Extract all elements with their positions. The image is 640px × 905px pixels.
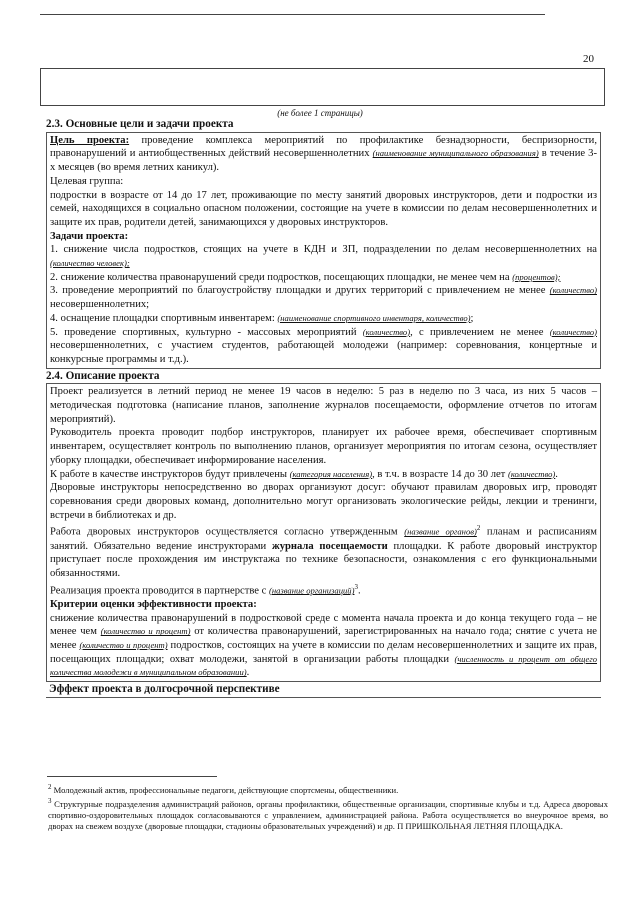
task-4 — [50, 312, 597, 326]
target-label: Целевая группа: — [50, 175, 124, 187]
p5-bold: журнала посещаемости — [272, 540, 388, 552]
task-3-text: 3. проведение мероприятий по благоустройству площадки и других территорий с привлечением не менее — [50, 285, 550, 297]
p3-mid: , в т.ч. в возрасте 14 до 30 лет — [372, 468, 508, 480]
goal-placeholder: (наименование муниципального образования) — [372, 148, 539, 159]
footnote-2 — [48, 782, 608, 796]
p6-placeholder: (название организаций) — [268, 585, 355, 596]
task-3-placeholder: (количество) — [549, 285, 597, 296]
goal-tail: в течение 3-х месяцев (во время летних каникул). — [50, 148, 597, 174]
p5-mid: планам и расписаниям занятий. Обязательно ведение инструкторами — [50, 526, 597, 552]
description-p6 — [50, 581, 597, 598]
criteria-label: Критерии оценки эффективности проекта: — [50, 598, 257, 610]
section-2-4-box — [46, 383, 601, 682]
task-1-text: 1. снижение числа подростков, стоящих на учете в КДН и ЗП, подразделении по делам несовершеннолетних на — [50, 244, 597, 256]
description-p4: Дворовые инструкторы непосредственно во дворах организуют досуг: обучают правилам дворовых игр, проводят соревнования среди дворовых команд, дополнительно могут организовать экологические рейды, лекции и тренинги, встречи в библиотеках и др. — [50, 482, 597, 521]
footnote-2-text: Молодежный актив, профессиональные педагоги, действующие спортсмены, общественники. — [51, 784, 399, 795]
page-limit-note: (не более 1 страницы) — [277, 108, 363, 118]
task-5-placeholder-1: (количество) — [362, 326, 411, 337]
criteria-d: . — [246, 667, 250, 679]
footnote-2-mark: 2 — [48, 783, 52, 791]
task-5-text: 5. проведение спортивных, культурно - массовых мероприятий — [50, 326, 363, 338]
target-text: подростки в возрасте от 14 до 17 лет, проживающие по месту занятий дворовых инструкторов, дети и подростки из семей, находящихся в социально опасном положении, состоящие на учете в комиссии по делам несовершеннолетних и защите их прав, родители детей, занимающихся у дворовых инструкторов. — [50, 189, 597, 228]
task-5-placeholder-2: (количество) — [549, 326, 597, 337]
goal-label: Цель проекта: — [50, 134, 130, 146]
task-5 — [50, 326, 597, 367]
effect-title: Эффект проекта в долгосрочной перспективе — [46, 683, 601, 698]
goal-text: проведение комплекса мероприятий по профилактике безнадзорности, беспризорности, правонарушений и антиобщественных действий несовершеннолетних — [50, 134, 597, 160]
footnote-3-mark: 3 — [48, 797, 52, 806]
criteria-placeholder-3: (численность и процент от общего количества молодежи в муниципальном образовании) — [50, 653, 598, 678]
task-5-mid: , с привлечением не менее — [410, 326, 550, 338]
p6-tail: . — [357, 585, 361, 597]
footnotes — [48, 782, 608, 833]
p5-tail: площадки. К работе дворовый инструктор приступает после прохождения им инструктажа по технике безопасности, ознакомления с его функциональными обязанностями. — [50, 540, 598, 580]
task-3-tail: несовершеннолетних; — [50, 299, 150, 311]
task-2 — [50, 271, 597, 285]
criteria-placeholder-1: (количество и процент) — [100, 626, 191, 637]
footnote-separator — [47, 776, 217, 777]
criteria-c: подростков, состоящих на учете в комиссии по делам несовершеннолетних и защите их прав, посещающих площадки; охват молодежи, занятой в организации работы площадки — [50, 640, 597, 665]
footnote-3 — [48, 796, 608, 832]
p3-tail: . — [555, 468, 558, 480]
criteria-text — [50, 612, 597, 681]
task-5-tail: несовершеннолетних, с участием студентов, работающей молодежи (например: соревнования, концертные и конкурсные программы и т.д.). — [50, 340, 597, 365]
footnote-ref-3: 3 — [354, 582, 358, 591]
task-2-text: 2. снижение количества правонарушений среди подростков, посещающих площадки, не менее чем на — [50, 271, 513, 283]
task-4-tail: ; — [470, 312, 474, 324]
task-4-text: 4. оснащение площадки спортивным инвентарем: — [50, 312, 278, 324]
previous-section-box — [40, 68, 605, 106]
footnote-3-text: Структурные подразделения администраций районов, органы профилактики, общественные организации, спортивные клубы и т.д. Адреса дворовых спортивно-оздоровительных площадок согласовываются с управлением, администрацией района. Работа осуществляется во внеурочное время, во дворах на свежем воздухе (дворовые площадки, стадионы образовательных учреждений) и др. П ПРИШКОЛЬНАЯ ЛЕТНЯЯ ПЛОЩАДКА. — [48, 798, 608, 832]
description-p3 — [50, 468, 597, 482]
footnote-ref-2: 2 — [476, 524, 481, 533]
task-3 — [50, 284, 597, 311]
section-2-4-title: 2.4. Описание проекта — [46, 369, 160, 382]
criteria-placeholder-2: (количество и процент) — [79, 640, 168, 651]
task-1-placeholder: (количество человек); — [50, 258, 130, 269]
top-rule — [40, 14, 545, 15]
section-2-3-title: 2.3. Основные цели и задачи проекта — [46, 118, 234, 130]
p5-text: Работа дворовых инструкторов осуществляется согласно утвержденным — [50, 526, 405, 538]
p5-placeholder: (название органов) — [404, 526, 477, 537]
goal-paragraph — [50, 134, 597, 175]
task-2-placeholder: (процентов); — [512, 271, 561, 282]
criteria-a: снижение количества правонарушений в подростковой среде с момента начала проекта и до конца текущего года – не менее чем — [50, 612, 597, 638]
p3-placeholder-2: (количество) — [507, 468, 556, 479]
tasks-label: Задачи проекта: — [50, 230, 129, 242]
document-body — [46, 118, 601, 698]
description-p2: Руководитель проекта проводит подбор инструкторов, планирует их рабочее время, обеспечивает спортивным инвентарем, осуществляет контроль по выполнению планов, организует мероприятия по итогам сезона, осуществляет уборку площадки, обеспечивает информирование населения. — [50, 427, 597, 466]
p3-placeholder-1: (категория населения) — [289, 468, 373, 479]
task-1 — [50, 243, 597, 270]
description-p5 — [50, 522, 597, 580]
task-4-placeholder: (наименование спортивного инвентаря, количество) — [277, 312, 471, 323]
p6-text: Реализация проекта проводится в партнерстве с — [50, 585, 269, 597]
criteria-b: от количества правонарушений, зарегистрированных на начало года; снятие с учета не менее — [50, 626, 598, 652]
p3-text: К работе в качестве инструкторов будут привлечены — [50, 468, 290, 480]
description-p1: Проект реализуется в летний период не менее 19 часов в неделю: 5 раз в неделю по 3 часа, из них 5 часов – методическая подготовка (написание планов, заполнение журналов посещаемости, оформление отчетов по итогам мероприятий). — [50, 386, 597, 425]
section-2-3-box — [46, 132, 601, 369]
page-number: 20 — [583, 53, 594, 65]
